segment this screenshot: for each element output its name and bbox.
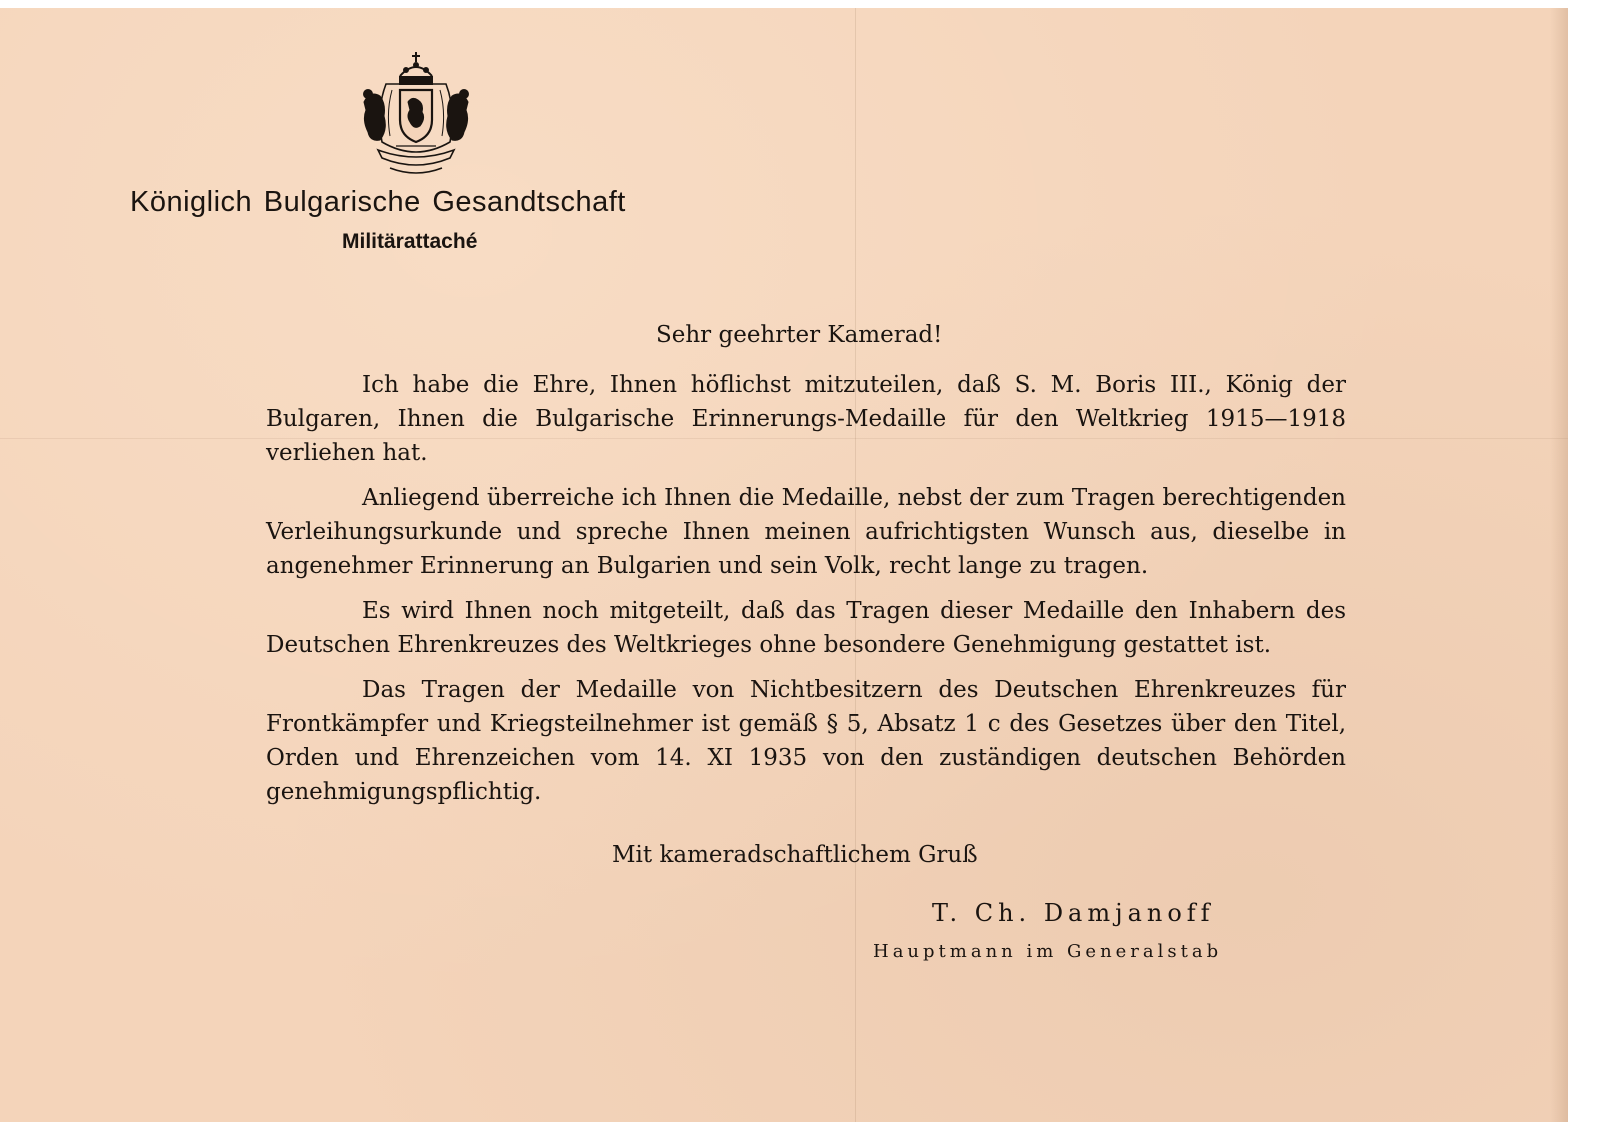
paragraph-1: Ich habe die Ehre, Ihnen höflichst mitzuteilen, daß S. M. Boris III., König der Bulgaren, Ihnen die Bulgarische Erinnerungs-Medaille für den Weltkrieg 1915—1918 verliehen hat. [266, 372, 1346, 466]
paper-edge-shadow [1550, 8, 1568, 1122]
closing-line: Mit kameradschaftlichem Gruß [612, 842, 978, 868]
paragraph-4: Das Tragen der Medaille von Nichtbesitzern des Deutschen Ehrenkreuzes für Frontkämpfer und Kriegsteilnehmer ist gemäß § 5, Absatz 1 c des Gesetzes über den Titel, Orden und Ehrenzeichen vom 14. XI 1935 von den zuständigen deutschen Behörden genehmigungspflichtig. [266, 677, 1346, 805]
signatory-name: T. Ch. Damjanoff [932, 899, 1215, 927]
letter-sheet [0, 8, 1568, 1122]
organization-name: Königlich Bulgarische Gesandtschaft [130, 186, 626, 218]
letter-body [266, 368, 1346, 820]
salutation: Sehr geehrter Kamerad! [656, 322, 943, 348]
department-name: Militärattaché [342, 230, 478, 253]
paragraph-2: Anliegend überreiche ich Ihnen die Medaille, nebst der zum Tragen berechtigenden Verleihungsurkunde und spreche Ihnen meinen aufrichtigsten Wunsch aus, dieselbe in angenehmer Erinnerung an Bulgarien und sein Volk, recht lange zu tragen. [266, 485, 1346, 579]
signatory-rank: Hauptmann im Generalstab [873, 941, 1223, 962]
paragraph-3: Es wird Ihnen noch mitgeteilt, daß das Tragen dieser Medaille den Inhabern des Deutschen Ehrenkreuzes des Weltkrieges ohne besondere Genehmigung gestattet ist. [266, 598, 1346, 658]
coat-of-arms-icon [356, 50, 476, 178]
